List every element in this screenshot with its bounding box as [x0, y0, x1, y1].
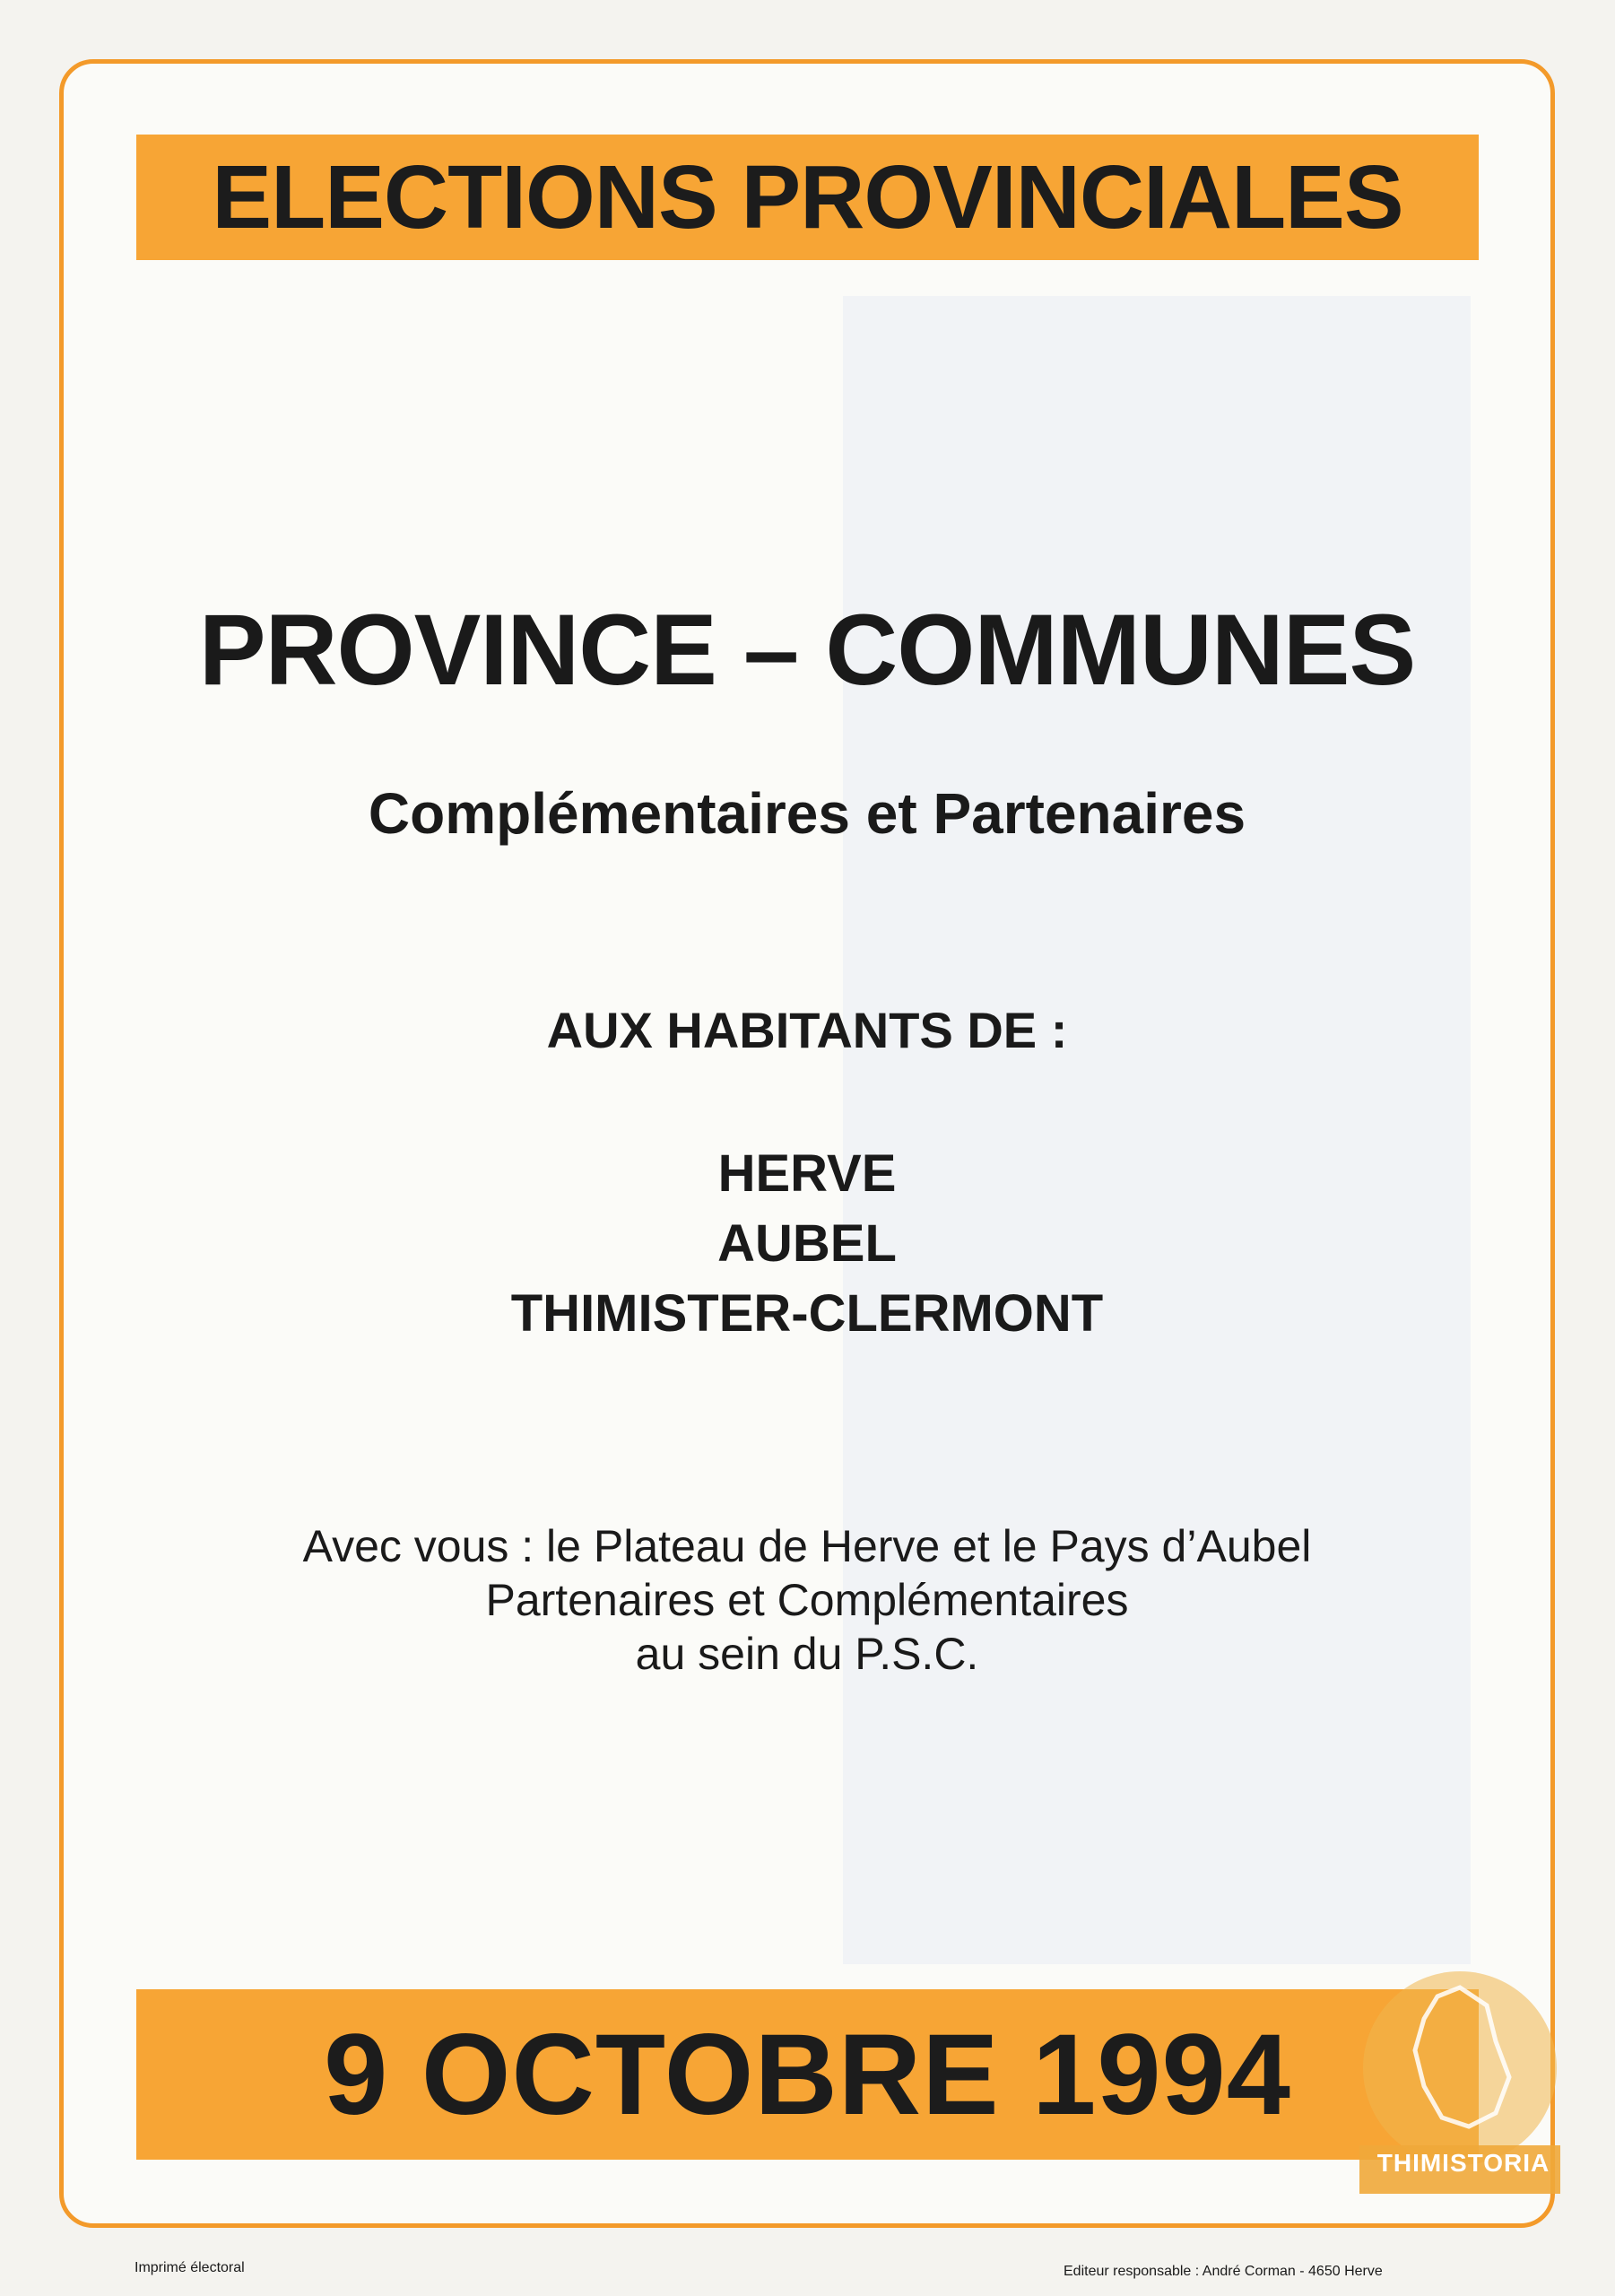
closing-line-2: Partenaires et Complémentaires	[485, 1575, 1129, 1625]
top-banner	[136, 135, 1479, 260]
address-label: AUX HABITANTS DE :	[546, 1002, 1068, 1058]
watermark-label: THIMISTORIA	[1376, 2149, 1550, 2177]
communes-list	[59, 1139, 1555, 1349]
top-banner-title: ELECTIONS PROVINCIALES	[212, 146, 1403, 248]
closing-text	[59, 1519, 1555, 1681]
closing-line-1: Avec vous : le Plateau de Herve et le Pays d’Aubel	[302, 1521, 1312, 1571]
commune-aubel: AUBEL	[717, 1214, 897, 1273]
closing-line-3: au sein du P.S.C.	[635, 1629, 979, 1679]
date-banner	[136, 1989, 1479, 2160]
show-through-panel	[843, 296, 1471, 1964]
headline: PROVINCE – COMMUNES	[198, 594, 1416, 706]
footer-printed-matter: Imprimé électoral	[135, 2260, 245, 2275]
footer-publisher: Editeur responsable : André Corman - 4650 Herve	[1064, 2264, 1383, 2279]
commune-herve: HERVE	[717, 1144, 897, 1203]
election-date: 9 OCTOBRE 1994	[324, 2010, 1291, 2139]
subheadline: Complémentaires et Partenaires	[368, 781, 1246, 846]
commune-thimister-clermont: THIMISTER-CLERMONT	[510, 1284, 1104, 1343]
